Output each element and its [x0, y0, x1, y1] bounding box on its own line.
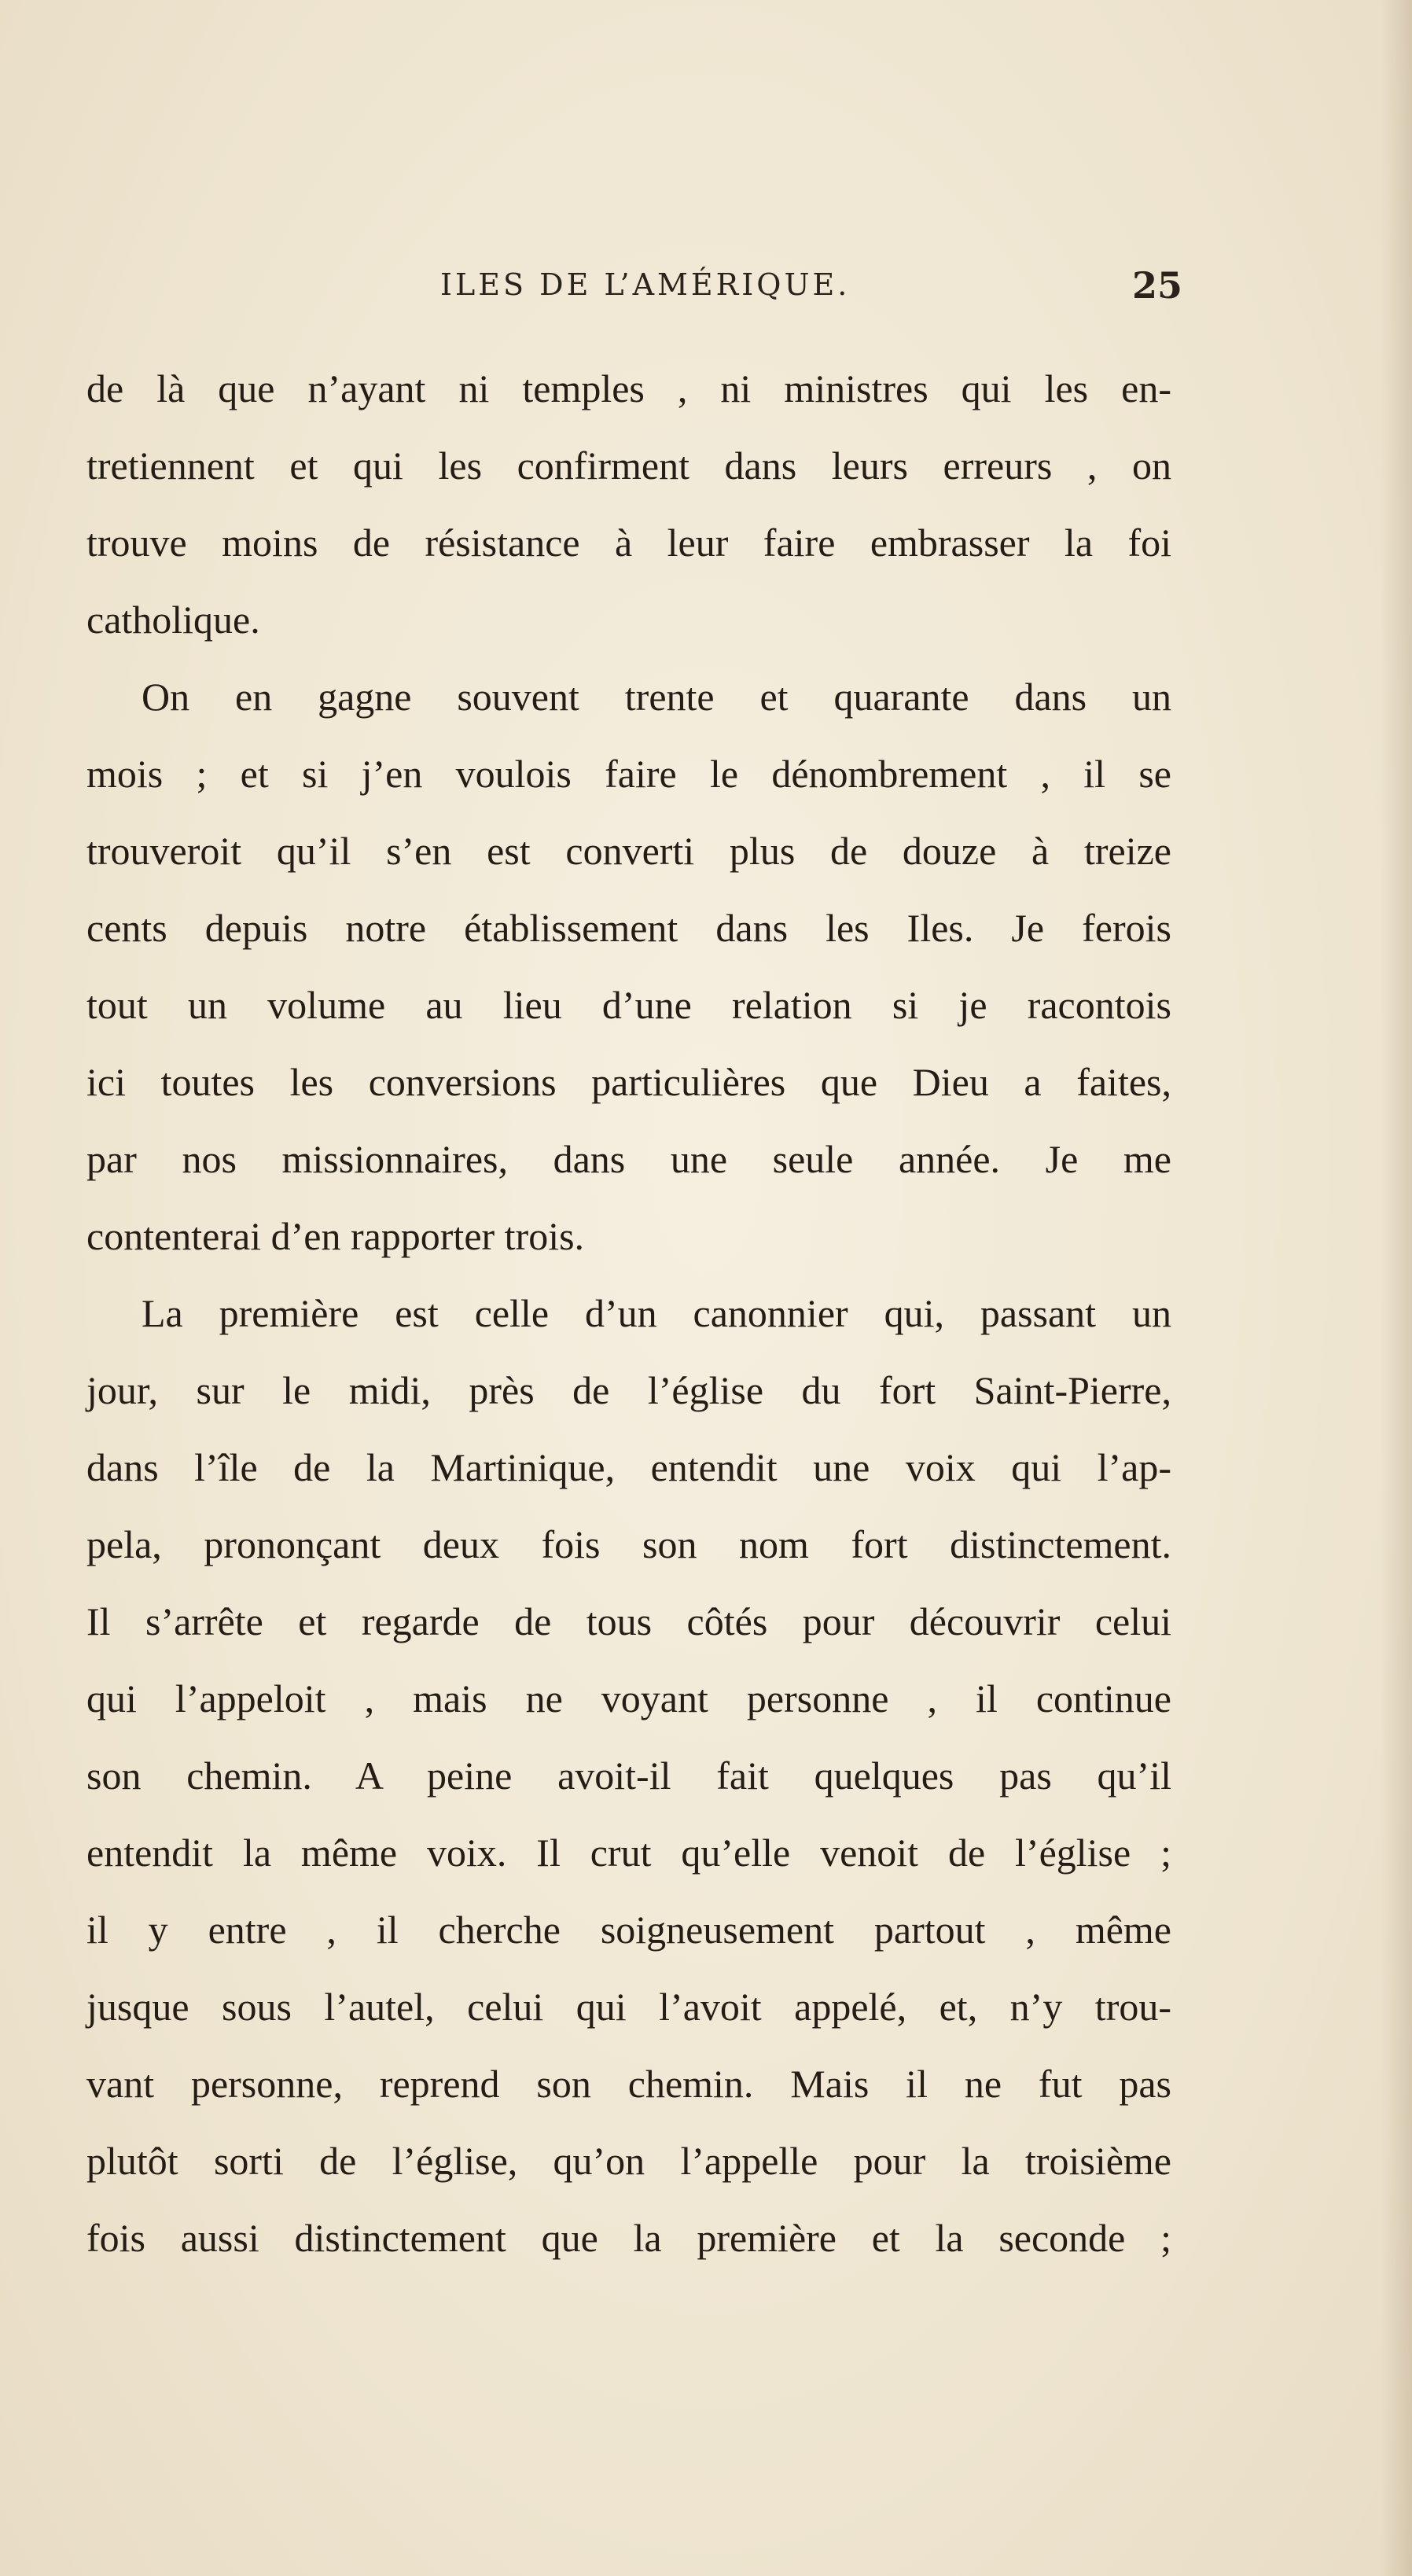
- running-head-title: ILES DE L’AMÉRIQUE.: [440, 267, 851, 302]
- text-line: dans l’île de la Martinique, entendit une voix qui l’ap-: [86, 1445, 1171, 1489]
- text-line: fois aussi distinctement que la première et la seconde ;: [86, 2216, 1171, 2260]
- text-line: tretiennent et qui les confirment dans leurs erreurs , on: [86, 443, 1171, 488]
- running-head: [0, 264, 1412, 330]
- text-line: jusque sous l’autel, celui qui l’avoit appelé, et, n’y trou-: [86, 1985, 1171, 2029]
- text-line: pela, prononçant deux fois son nom fort distinctement.: [86, 1522, 1171, 1566]
- page-number: 25: [1132, 264, 1183, 307]
- text-line: ici toutes les conversions particulières que Dieu a faites,: [86, 1060, 1171, 1104]
- page-edge-shadow: [1381, 0, 1412, 2576]
- text-line: tout un volume au lieu d’une relation si je racontois: [86, 983, 1171, 1027]
- body-text: [86, 350, 1171, 2276]
- text-line: entendit la même voix. Il crut qu’elle venoit de l’église ;: [86, 1831, 1171, 1875]
- text-line: cents depuis notre établissement dans les Iles. Je ferois: [86, 906, 1171, 950]
- text-line: jour, sur le midi, près de l’église du fort Saint-Pierre,: [86, 1368, 1171, 1412]
- text-line: Il s’arrête et regarde de tous côtés pour découvrir celui: [86, 1599, 1171, 1643]
- text-line: son chemin. A peine avoit-il fait quelques pas qu’il: [86, 1754, 1171, 1798]
- text-line: qui l’appeloit , mais ne voyant personne , il continue: [86, 1676, 1171, 1720]
- text-line: trouveroit qu’il s’en est converti plus de douze à treize: [86, 829, 1171, 873]
- text-line: contenterai d’en rapporter trois.: [86, 1214, 585, 1258]
- text-line: mois ; et si j’en voulois faire le dénombrement , il se: [86, 752, 1171, 796]
- text-line: plutôt sorti de l’église, qu’on l’appelle pour la troisième: [86, 2139, 1171, 2183]
- text-line: il y entre , il cherche soigneusement partout , même: [86, 1908, 1171, 1952]
- text-line: par nos missionnaires, dans une seule année. Je me: [86, 1137, 1171, 1181]
- text-line: trouve moins de résistance à leur faire embrasser la foi: [86, 521, 1171, 565]
- text-line: vant personne, reprend son chemin. Mais il ne fut pas: [86, 2062, 1171, 2106]
- text-line: de là que n’ayant ni temples , ni ministres qui les en-: [86, 366, 1171, 410]
- text-line: La première est celle d’un canonnier qui, passant un: [142, 1291, 1171, 1335]
- text-line: catholique.: [86, 598, 260, 642]
- text-line: On en gagne souvent trente et quarante dans un: [142, 675, 1171, 719]
